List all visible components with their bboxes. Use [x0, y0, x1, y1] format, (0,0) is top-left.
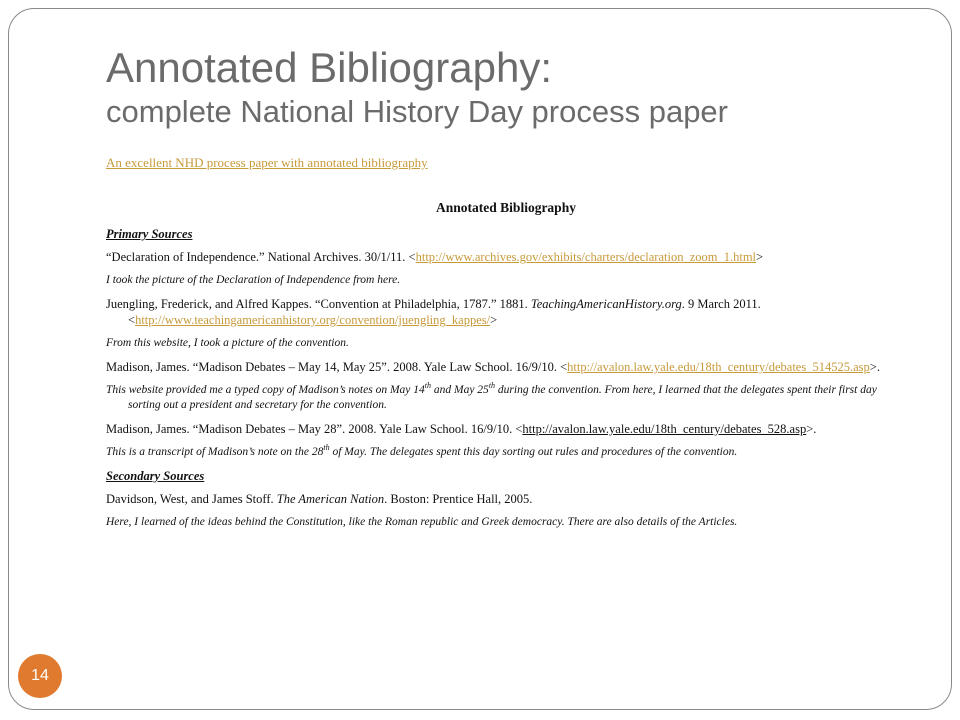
bibliography-document [106, 200, 906, 538]
citation-url-link[interactable]: http://www.teachingamericanhistory.org/convention/juengling_kappes/ [135, 313, 491, 327]
citation-text: Madison, James. “Madison Debates – May 28”. 2008. Yale Law School. 16/9/10. < [106, 422, 523, 436]
primary-sources-label: Primary Sources [106, 227, 193, 241]
annotation-text: of May. The delegates spent this day sorting out rules and procedures of the convention. [329, 446, 738, 458]
citation-text: > [490, 313, 498, 327]
slide-title-main: Annotated Bibliography: [106, 44, 552, 91]
citation-source: TeachingAmericanHistory.org [530, 297, 682, 311]
citation-url-link[interactable]: http://avalon.law.yale.edu/18th_century/debates_514525.asp [567, 360, 870, 374]
citation-entry [106, 491, 906, 507]
citation-text: “Declaration of Independence.” National Archives. 30/1/11. < [106, 250, 416, 264]
citation-entry [106, 296, 906, 328]
ordinal-suffix: th [323, 443, 330, 453]
citation-text: Davidson, West, and James Stoff. [106, 492, 277, 506]
annotation-text: and May 25 [431, 384, 489, 396]
citation-url-link[interactable]: http://www.archives.gov/exhibits/charters/declaration_zoom_1.html [415, 250, 757, 264]
annotation-text: This website provided me a typed copy of Madison’s notes on May 14 [106, 384, 425, 396]
citation-text: >. [869, 360, 880, 374]
annotation-text: This is a transcript of Madison’s note on the 28 [106, 446, 324, 458]
citation-annotation [106, 445, 906, 460]
process-paper-link[interactable]: An excellent NHD process paper with annotated bibliography [106, 155, 428, 170]
citation-text: > [756, 250, 764, 264]
citation-annotation [106, 383, 906, 413]
citation-text: >. [806, 422, 817, 436]
citation-annotation: Here, I learned of the ideas behind the Constitution, like the Roman republic and Greek democracy. There are also details of the Articles. [106, 516, 738, 528]
citation-annotation: I took the picture of the Declaration of Independence from here. [106, 274, 401, 286]
citation-entry [106, 359, 906, 375]
bibliography-heading: Annotated Bibliography [436, 200, 576, 215]
secondary-sources-label: Secondary Sources [106, 469, 205, 483]
slide-title [106, 44, 926, 130]
slide-title-subtitle: complete National History Day process paper [106, 94, 728, 130]
citation-text: Madison, James. “Madison Debates – May 14, May 25”. 2008. Yale Law School. 16/9/10. < [106, 360, 568, 374]
citation-text: . Boston: Prentice Hall, 2005. [384, 492, 533, 506]
citation-entry [106, 249, 906, 265]
citation-text: Juengling, Frederick, and Alfred Kappes. “Convention at Philadelphia, 1787.” 1881. [106, 297, 531, 311]
citation-entry [106, 421, 906, 437]
ordinal-suffix: th [424, 381, 431, 391]
citation-text: . 9 March 2011. < [128, 297, 761, 327]
page-number-badge: 14 [18, 654, 62, 698]
book-title: The American Nation [276, 492, 385, 506]
citation-url-link[interactable]: http://avalon.law.yale.edu/18th_century/debates_528.asp [522, 422, 807, 436]
annotation-text: during the convention. From here, I learned that the delegates spent their first day sorting out a president and secretary for the convention. [128, 384, 877, 411]
ordinal-suffix: th [488, 381, 496, 391]
citation-annotation: From this website, I took a picture of the convention. [106, 337, 349, 349]
